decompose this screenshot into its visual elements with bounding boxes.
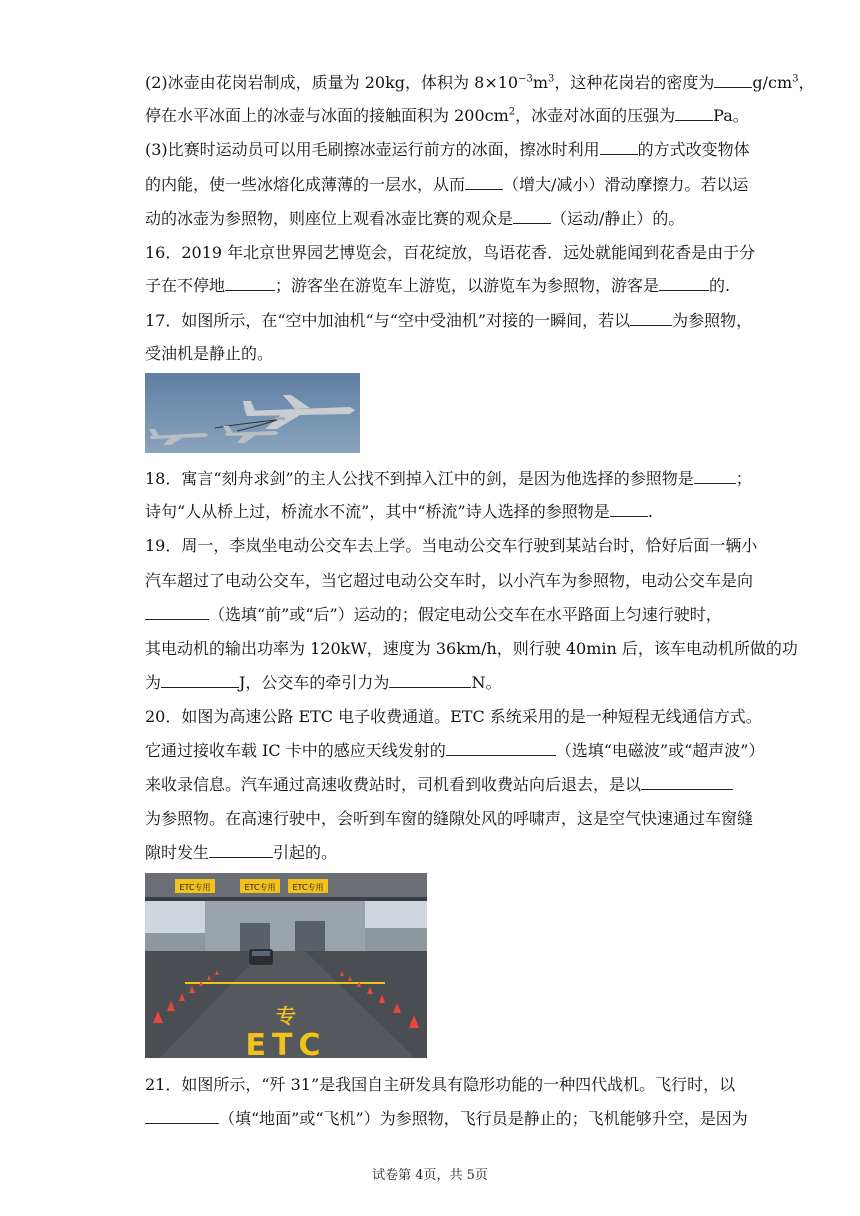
aerial-refueling-photo <box>145 373 360 453</box>
answer-blank[interactable] <box>446 741 556 756</box>
q18-line1 <box>145 469 752 489</box>
q15-part3-line3 <box>145 209 725 229</box>
text: 停在水平冰面上的冰壶与冰面的接触面积为 200cm <box>145 106 509 125</box>
q17-line2 <box>145 344 725 364</box>
text: ， <box>798 73 815 92</box>
q15-part2-line1 <box>145 73 815 93</box>
text: 诗句“人从桥上过，桥流水不流”，其中“桥流”诗人选择的参照物是 <box>145 502 610 521</box>
etc-sign-2 <box>240 879 280 893</box>
answer-blank[interactable] <box>145 605 209 620</box>
q19-line3 <box>145 605 725 625</box>
q15-part3-line1 <box>145 140 750 160</box>
page-footer: 试卷第 4页，共 5页 <box>372 1168 488 1183</box>
text: Pa。 <box>713 106 749 125</box>
answer-blank[interactable] <box>694 469 736 484</box>
text: 动的冰壶为参照物，则座位上观看冰壶比赛的观众是 <box>145 209 514 228</box>
text: 来收录信息。汽车通过高速收费站时，司机看到收费站向后退去，是以 <box>145 775 642 794</box>
etc-lane-illustration <box>145 873 427 1058</box>
answer-blank[interactable] <box>161 673 239 688</box>
text: 21．如图所示，“歼 31”是我国自主研发具有隐形功能的一种四代战机。飞行时，以 <box>145 1075 736 1094</box>
superscript: 3 <box>548 73 555 85</box>
q20-line1 <box>145 707 762 727</box>
q19-line5 <box>145 673 725 693</box>
text: 隙时发生 <box>145 843 210 862</box>
answer-blank[interactable] <box>714 73 752 88</box>
answer-blank[interactable] <box>145 1109 219 1124</box>
etc-sign-3 <box>288 879 328 893</box>
road-marking-etc: ETC <box>245 1028 327 1058</box>
q19-line4 <box>145 639 798 659</box>
etc-lane-photo <box>145 873 427 1058</box>
etc-sign-text: ETC专用 <box>292 883 324 892</box>
text: J，公交车的牵引力为 <box>239 673 390 692</box>
answer-blank[interactable] <box>610 502 648 517</box>
answer-blank[interactable] <box>630 311 672 326</box>
text: 18．寓言“刻舟求剑”的主人公找不到掉入江中的剑，是因为他选择的参照物是 <box>145 469 694 488</box>
text: 为参照物。在高速行驶中，会听到车窗的缝隙处风的呼啸声，这是空气快速通过车窗缝 <box>145 809 754 828</box>
text: （填“地面”或“飞机”）为参照物，飞行员是静止的；飞机能够升空，是因为 <box>219 1109 748 1128</box>
text: N。 <box>471 673 502 692</box>
text: （选填“前”或“后”）运动的；假定电动公交车在水平路面上匀速行驶时， <box>209 605 722 624</box>
text: 它通过接收车载 IC 卡中的感应天线发射的 <box>145 741 446 760</box>
answer-blank[interactable] <box>675 106 713 121</box>
q21-line2 <box>145 1109 748 1129</box>
q20-line5 <box>145 843 725 863</box>
q16-line2 <box>145 276 731 296</box>
exponent: −3 <box>518 73 533 85</box>
etc-sign-text: ETC专用 <box>179 883 211 892</box>
answer-blank[interactable] <box>600 140 638 155</box>
text: ，这种花岗岩的密度为 <box>554 73 715 92</box>
q15-part2-line2 <box>145 106 749 126</box>
text: （选填“电磁波”或“超声波”） <box>555 741 765 760</box>
text: 为参照物， <box>672 311 753 330</box>
q20-line3 <box>145 775 725 795</box>
answer-blank[interactable] <box>641 775 733 790</box>
superscript: 3 <box>792 73 799 85</box>
answer-blank[interactable] <box>513 209 551 224</box>
etc-sign-1 <box>175 879 215 893</box>
answer-blank[interactable] <box>225 276 275 291</box>
text: ，冰壶对冰面的压强为 <box>515 106 676 125</box>
q16-line1 <box>145 243 756 263</box>
q19-line1 <box>145 536 758 556</box>
superscript: 2 <box>508 106 516 118</box>
answer-blank[interactable] <box>465 175 503 190</box>
text: 19．周一，李岚坐电动公交车去上学。当电动公交车行驶到某站台时，恰好后面一辆小 <box>145 536 758 555</box>
text: 的内能，使一些冰熔化成薄薄的一层水，从而 <box>145 175 466 194</box>
text: 受油机是静止的。 <box>145 344 274 363</box>
q17-line1 <box>145 311 753 331</box>
aerial-refueling-illustration <box>145 373 360 453</box>
text: ；游客坐在游览车上游览，以游览车为参照物，游客是 <box>275 276 660 295</box>
q18-line2 <box>145 502 725 522</box>
answer-blank[interactable] <box>659 276 709 291</box>
q15-part3-line2 <box>145 175 749 195</box>
answer-blank[interactable] <box>209 843 273 858</box>
answer-blank[interactable] <box>389 673 471 688</box>
q19-line2 <box>145 571 754 591</box>
text: m <box>532 73 549 92</box>
text: ； <box>735 469 752 488</box>
text: 的方式改变物体 <box>637 140 750 159</box>
text: . <box>647 502 653 521</box>
q21-line1 <box>145 1075 736 1095</box>
question-text: 16．2019 年北京世界园艺博览会，百花绽放，鸟语花香．远处就能闻到花香是由于分 <box>145 243 756 262</box>
unit: g/cm <box>752 73 793 92</box>
text: （增大/减小）滑动摩擦力。若以运 <box>503 175 749 194</box>
q20-line4 <box>145 809 754 829</box>
text: 子在不停地 <box>145 276 226 295</box>
text: （运动/静止）的。 <box>551 209 685 228</box>
text: (2)冰壶由花岗岩制成，质量为 20kg，体积为 8×10 <box>145 73 519 92</box>
svg-text:专: 专 <box>276 1004 296 1028</box>
text: 引起的。 <box>273 843 338 862</box>
text: 20．如图为高速公路 ETC 电子收费通道。ETC 系统采用的是一种短程无线通信方式。 <box>145 707 762 726</box>
text: (3)比赛时运动员可以用毛刷擦冰壶运行前方的冰面，擦冰时利用 <box>145 140 600 159</box>
text: 17．如图所示，在“空中加油机“与“空中受油机”对接的一瞬间，若以 <box>145 311 631 330</box>
text: 为 <box>145 673 162 692</box>
q20-line2 <box>145 741 765 761</box>
text: 汽车超过了电动公交车，当它超过电动公交车时，以小汽车为参照物，电动公交车是向 <box>145 571 754 590</box>
text: 的. <box>709 276 731 295</box>
etc-sign-text: ETC专用 <box>244 883 276 892</box>
text: 其电动机的输出功率为 120kW，速度为 36km/h，则行驶 40min 后，该车电动机所做的功 <box>145 639 798 658</box>
